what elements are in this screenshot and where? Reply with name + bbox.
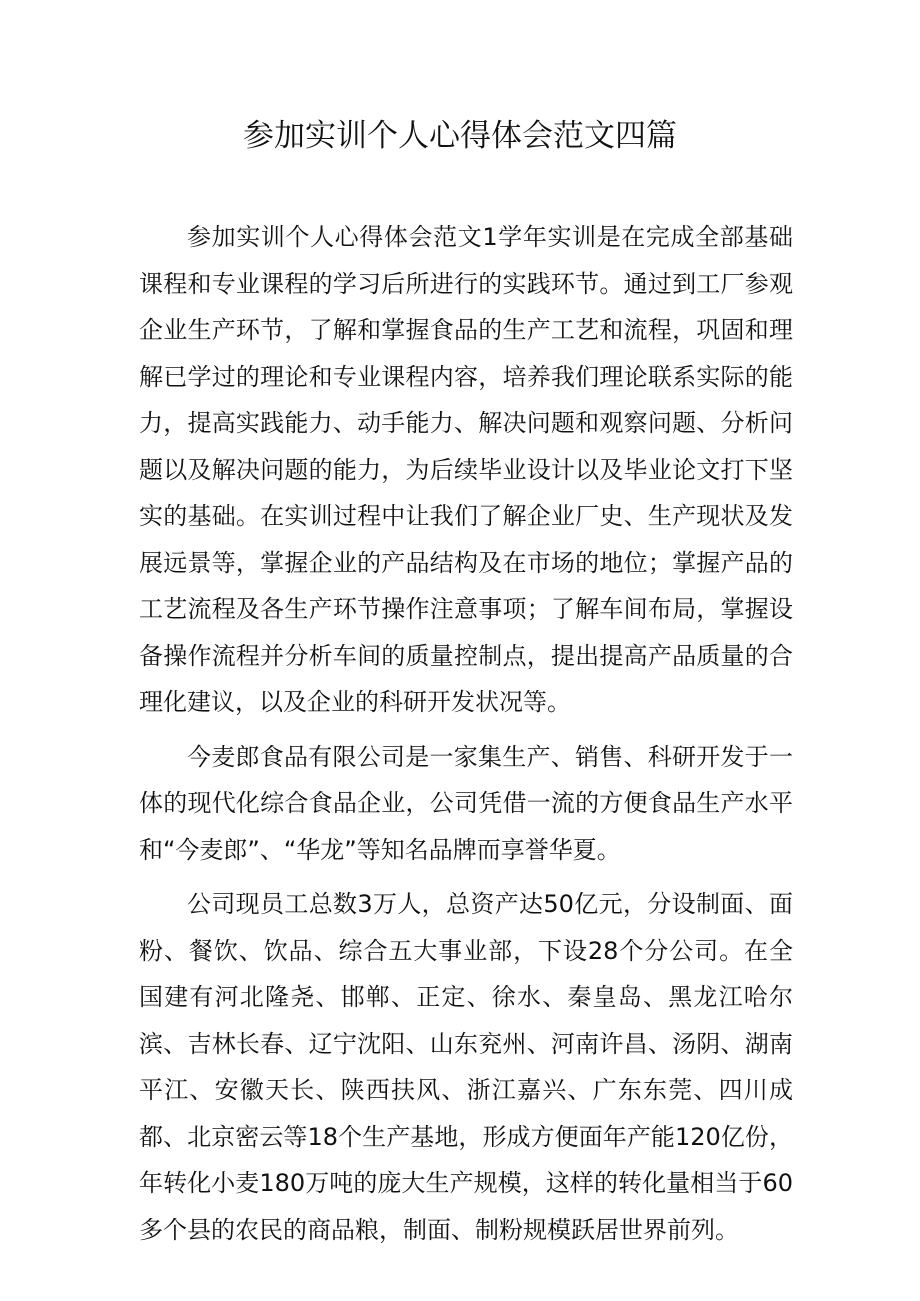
paragraph-2: 今麦郎食品有限公司是一家集生产、销售、科研开发于一体的现代化综合食品企业，公司凭借一流的方便食品生产水平和“今麦郎”、“华龙”等知名品牌而享誉华夏。 — [139, 742, 793, 864]
paragraph-3: 公司现员工总数3万人，总资产达50亿元，分设制面、面粉、餐饮、饮品、综合五大事业部，下设28个分公司。在全国建有河北隆尧、邯郸、正定、徐水、秦皇岛、黑龙江哈尔滨、吉林长春、辽宁沈阳、山东兖州、河南许昌、汤阴、湖南平江、安徽天长、陕西扶风、浙江嘉兴、广东东莞、四川成都、北京密云等18个生产基地，形成方便面年产能120亿份，年转化小麦180万吨的庞大生产规模，这样的转化量相当于60多个县的农民的商品粮，制面、制粉规模跃居世界前列。 — [139, 890, 793, 1244]
paragraph-1: 参加实训个人心得体会范文1学年实训是在完成全部基础课程和专业课程的学习后所进行的实践环节。通过到工厂参观企业生产环节，了解和掌握食品的生产工艺和流程，巩固和理解已学过的理论和专业课程内容，培养我们理论联系实际的能力，提高实践能力、动手能力、解决问题和观察问题、分析问题以及解决问题的能力，为后续毕业设计以及毕业论文打下坚实的基础。在实训过程中让我们了解企业厂史、生产现状及发展远景等，掌握企业的产品结构及在市场的地位；掌握产品的工艺流程及各生产环节操作注意事项；了解车间布局，掌握设备操作流程并分析车间的质量控制点，提出提高产品质量的合理化建议，以及企业的科研开发状况等。 — [139, 223, 793, 716]
document-body — [139, 214, 793, 1261]
document-title: 参加实训个人心得体会范文四篇 — [243, 118, 677, 154]
